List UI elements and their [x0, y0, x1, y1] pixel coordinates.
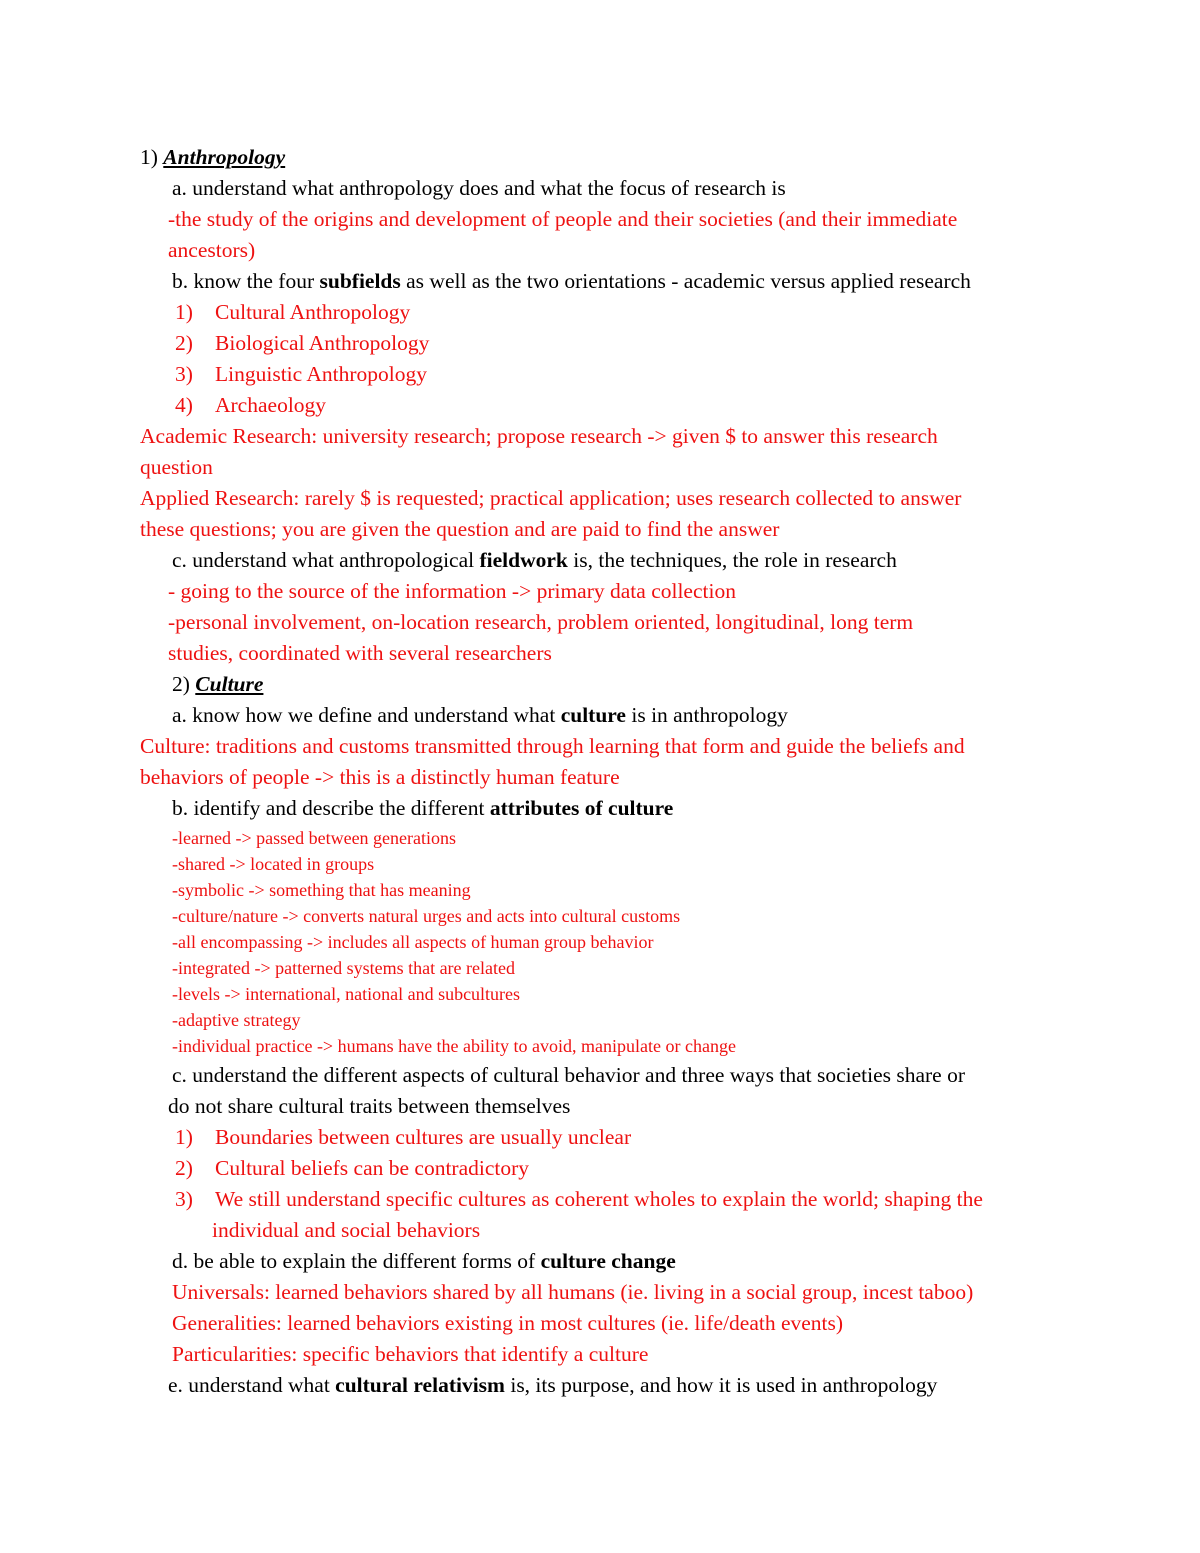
key-term: fieldwork [479, 548, 568, 572]
question-1c [172, 545, 897, 576]
list-number: 2) [175, 1156, 193, 1180]
question-2a [172, 700, 788, 731]
attribute-item: -all encompassing -> includes all aspects of human group behavior [172, 932, 654, 952]
list-text: We still understand specific cultures as coherent wholes to explain the world; shaping the [215, 1187, 983, 1211]
question-text: as well as the two orientations - academic versus applied research [400, 269, 971, 293]
list-item-continuation: individual and social behaviors [212, 1218, 481, 1242]
answer-1c-line3: studies, coordinated with several researchers [168, 641, 552, 665]
list-number: 1) [175, 1125, 193, 1149]
list-text: Linguistic Anthropology [215, 362, 428, 386]
key-term: culture [560, 703, 626, 727]
question-text: b. know the four [172, 269, 320, 293]
applied-research-line1: Applied Research: rarely $ is requested; practical application; uses research collected to answer [140, 486, 962, 510]
attribute-item: -levels -> international, national and subcultures [172, 984, 521, 1004]
answer-1c-line1: - going to the source of the information -> primary data collection [168, 579, 736, 603]
attribute-item: -culture/nature -> converts natural urges and acts into cultural customs [172, 906, 681, 926]
attribute-item: -shared -> located in groups [172, 854, 375, 874]
question-text: is in anthropology [625, 703, 788, 727]
list-item [175, 328, 429, 359]
section-number: 1) [140, 145, 158, 169]
list-number: 1) [175, 300, 193, 324]
academic-research-line2: question [140, 455, 213, 479]
attribute-item: -individual practice -> humans have the ability to avoid, manipulate or change [172, 1036, 736, 1056]
list-text: Cultural Anthropology [215, 300, 411, 324]
question-1b [172, 266, 971, 297]
question-2c-line2: do not share cultural traits between themselves [168, 1094, 571, 1118]
universals-answer: Universals: learned behaviors shared by all humans (ie. living in a social group, incest taboo) [172, 1280, 974, 1304]
culture-definition-line1: Culture: traditions and customs transmitted through learning that form and guide the beliefs and [140, 734, 965, 758]
list-text: Cultural beliefs can be contradictory [215, 1156, 530, 1180]
question-1a: a. understand what anthropology does and what the focus of research is [172, 176, 786, 200]
list-item [175, 390, 326, 421]
key-term: culture change [540, 1249, 676, 1273]
question-text: b. identify and describe the different [172, 796, 490, 820]
key-term: cultural relativism [335, 1373, 505, 1397]
list-number: 2) [175, 331, 193, 355]
attribute-item: -integrated -> patterned systems that are related [172, 958, 516, 978]
attribute-item: -adaptive strategy [172, 1010, 301, 1030]
list-number: 4) [175, 393, 193, 417]
list-number: 3) [175, 1187, 193, 1211]
question-text: e. understand what [168, 1373, 336, 1397]
question-2d [172, 1246, 676, 1277]
question-2b [172, 793, 673, 824]
question-2e [168, 1370, 937, 1401]
question-text: d. be able to explain the different forms of [172, 1249, 541, 1273]
list-item [175, 1153, 529, 1184]
applied-research-line2: these questions; you are given the question and are paid to find the answer [140, 517, 780, 541]
section-1-heading [140, 142, 285, 173]
list-text: Archaeology [215, 393, 327, 417]
academic-research-line1: Academic Research: university research; propose research -> given $ to answer this research [140, 424, 938, 448]
question-2c-line1: c. understand the different aspects of cultural behavior and three ways that societies share or [172, 1063, 966, 1087]
answer-1c-line2: -personal involvement, on-location research, problem oriented, longitudinal, long term [168, 610, 914, 634]
particularities-answer: Particularities: specific behaviors that identify a culture [172, 1342, 649, 1366]
attribute-item: -learned -> passed between generations [172, 828, 457, 848]
list-item [175, 297, 410, 328]
list-number: 3) [175, 362, 193, 386]
generalities-answer: Generalities: learned behaviors existing in most cultures (ie. life/death events) [172, 1311, 844, 1335]
section-number: 2) [172, 672, 190, 696]
question-text: is, the techniques, the role in research [567, 548, 897, 572]
culture-definition-line2: behaviors of people -> this is a distinctly human feature [140, 765, 620, 789]
list-item [175, 1184, 983, 1215]
answer-1a-line1: -the study of the origins and development of people and their societies (and their immediate [168, 207, 958, 231]
list-text: Biological Anthropology [215, 331, 430, 355]
answer-1a-line2: ancestors) [168, 238, 256, 262]
question-text: c. understand what anthropological [172, 548, 480, 572]
list-text: Boundaries between cultures are usually unclear [215, 1125, 632, 1149]
question-text: a. know how we define and understand what [172, 703, 561, 727]
question-text: is, its purpose, and how it is used in anthropology [504, 1373, 938, 1397]
list-item [175, 1122, 631, 1153]
attribute-item: -symbolic -> something that has meaning [172, 880, 471, 900]
key-term: attributes of culture [489, 796, 674, 820]
section-title: Culture [195, 672, 264, 696]
section-2-heading [172, 669, 263, 700]
section-title: Anthropology [163, 145, 286, 169]
list-item [175, 359, 427, 390]
key-term: subfields [319, 269, 401, 293]
